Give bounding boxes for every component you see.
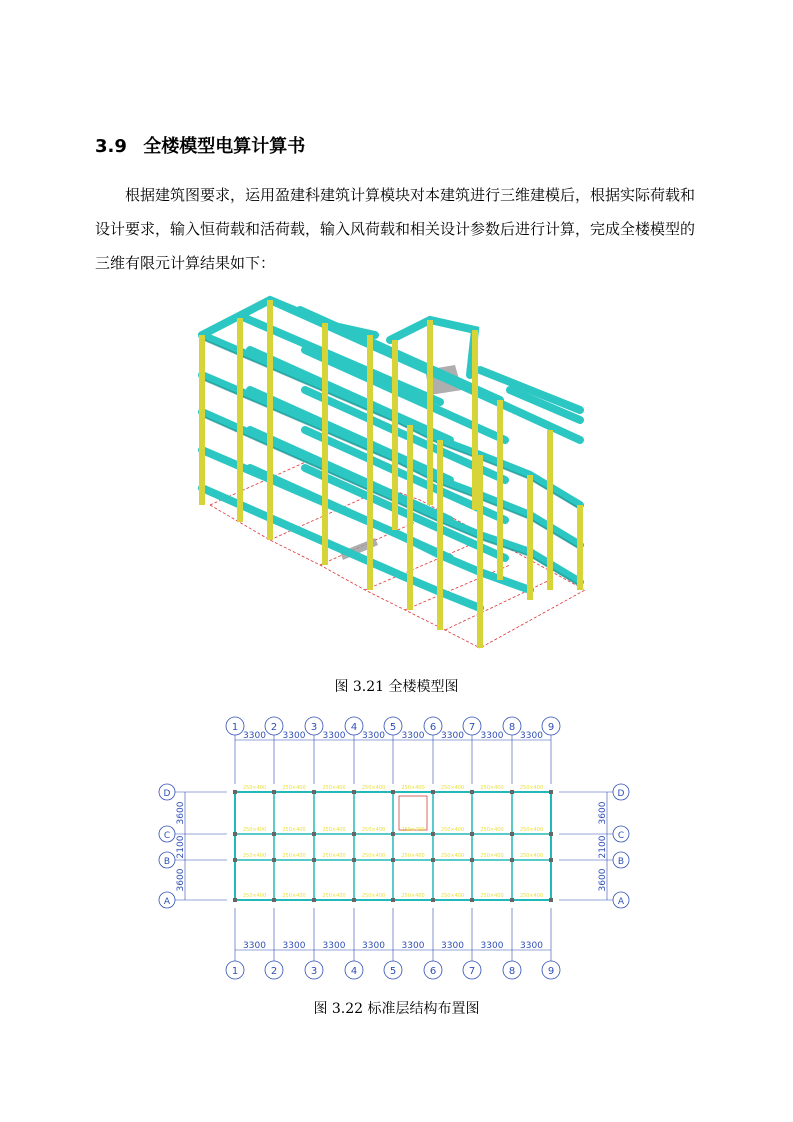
beam-size-label: 250×400 [401,827,425,833]
depth-dimension-label: 2100 [176,835,186,859]
column-marker [510,898,514,902]
beam-size-label: 250×400 [401,853,425,859]
axis-number-label: 1 [231,722,239,733]
section-heading [95,132,305,158]
bay-dimension-label: 3300 [480,731,504,741]
beam-size-label: 250×400 [242,785,267,791]
column-marker [272,858,276,862]
beam-size-label: 250×400 [519,853,544,859]
figure1-caption: 图 3.21 全楼模型图 [334,679,459,695]
axis-number-label: 7 [468,966,476,977]
column-marker [312,790,316,794]
axis-number-label: 3 [310,722,318,733]
beam-size-label: 250×400 [440,785,465,791]
column-marker [272,898,276,902]
beam-size-label: 250×400 [282,853,306,859]
staircase [399,796,427,830]
bay-dimension-label: 3300 [362,941,385,951]
axis-number-label: 3 [310,966,318,977]
beam-size-label: 250×400 [519,785,544,791]
column-marker [352,858,356,862]
bay-dimension-label: 3300 [282,731,306,741]
column-marker [510,790,514,794]
beam-size-label: 250×400 [242,827,267,833]
beam-size-label: 250×400 [282,827,306,833]
beam-size-label: 250×400 [282,785,306,791]
beams [202,300,580,608]
depth-dimension-label: 3600 [176,868,186,892]
beam-size-label: 250×400 [480,827,504,833]
beam-size-label: 250×400 [361,893,386,899]
depth-dimension-label: 3600 [176,801,186,825]
column-marker [431,832,435,836]
axis-number-label: 6 [429,966,437,977]
depth-dimension-label: 2100 [598,835,608,859]
beam-size-label: 250×400 [361,827,386,833]
depth-dimension-label: 3600 [598,801,608,825]
beam-size-label: 250×400 [480,893,504,899]
beam-size-label: 250×400 [282,893,306,899]
column-marker [233,898,237,902]
column-marker [312,898,316,902]
axis-number-label: 9 [547,966,555,977]
column-marker [352,790,356,794]
bay-dimension-label: 3300 [401,941,425,951]
beam-size-label: 250×400 [480,785,504,791]
frame-model-3d [190,290,600,660]
axis-letter-label: B [163,857,171,867]
beam-size-label: 250×400 [401,893,425,899]
column-marker [549,790,553,794]
axis-letter-label: B [617,857,625,867]
axis-number-label: 2 [270,966,278,977]
beam-size-label: 250×400 [322,827,346,833]
column-marker [391,898,395,902]
beam-size-label: 250×400 [361,785,386,791]
axis-number-label: 7 [468,722,476,733]
section-number: 3.9 [95,136,127,157]
column-marker [549,858,553,862]
beam-size-label: 250×400 [242,893,267,899]
beam-size-label: 250×400 [322,853,346,859]
plan-labels [159,717,629,979]
column-marker [470,898,474,902]
beam-size-label: 250×400 [401,785,425,791]
column-marker [352,898,356,902]
column-marker [431,898,435,902]
bay-dimension-label: 3300 [480,941,504,951]
beam-size-label: 250×400 [480,853,504,859]
beam-size-label: 250×400 [440,893,465,899]
depth-dimension-label: 3600 [598,868,608,892]
body-paragraph: 根据建筑图要求，运用盈建科建筑计算模块对本建筑进行三维建模后，根据实际荷载和设计要求，输入恒荷载和活荷载，输入风荷载和相关设计参数后进行计算，完成全楼模型的三维有限元计算结果如下： [95,186,696,272]
column-marker [233,832,237,836]
column-marker [549,832,553,836]
column-marker [431,858,435,862]
bay-dimension-label: 3300 [362,731,385,741]
axis-letter-label: A [163,897,171,907]
beam-size-label: 250×400 [440,827,465,833]
floor-plan [155,712,635,984]
axis-number-label: 6 [429,722,437,733]
axis-number-label: 4 [350,966,358,977]
bay-dimension-label: 3300 [282,941,306,951]
plan-frame [175,732,615,962]
column-marker [272,790,276,794]
bay-dimension-label: 3300 [322,941,346,951]
bay-dimension-label: 3300 [243,941,266,951]
bay-dimension-label: 3300 [441,941,464,951]
column-marker [510,832,514,836]
column-marker [233,790,237,794]
axis-number-label: 5 [389,722,397,733]
axis-number-label: 4 [350,722,358,733]
column-marker [470,790,474,794]
bay-dimension-label: 3300 [243,731,266,741]
column-marker [272,832,276,836]
axis-number-label: 8 [508,722,516,733]
section-title: 全楼模型电算计算书 [143,136,306,157]
column-marker [352,832,356,836]
axis-number-label: 8 [508,966,516,977]
column-marker [549,898,553,902]
figure2-caption: 图 3.22 标准层结构布置图 [313,1001,480,1017]
axis-number-label: 1 [231,966,239,977]
column-marker [510,858,514,862]
axis-number-label: 9 [547,722,555,733]
column-marker [312,858,316,862]
column-marker [431,790,435,794]
bay-dimension-label: 3300 [520,731,543,741]
column-marker [391,832,395,836]
column-marker [391,858,395,862]
column-marker [391,790,395,794]
beam-size-label: 250×400 [361,853,386,859]
bay-dimension-label: 3300 [441,731,464,741]
axis-letter-label: A [617,897,625,907]
axis-letter-label: C [617,831,625,841]
axis-letter-label: D [617,789,625,799]
beam-size-label: 250×400 [519,893,544,899]
axis-number-label: 2 [270,722,278,733]
beam-size-label: 250×400 [242,853,267,859]
bay-dimension-label: 3300 [322,731,346,741]
axis-letter-label: C [163,831,171,841]
bay-dimension-label: 3300 [401,731,425,741]
beam-size-label: 250×400 [519,827,544,833]
beam-size-label: 250×400 [322,893,346,899]
bay-dimension-label: 3300 [520,941,543,951]
beam-size-label: 250×400 [440,853,465,859]
column-marker [233,858,237,862]
column-marker [470,858,474,862]
axis-letter-label: D [163,789,171,799]
axis-number-label: 5 [389,966,397,977]
column-marker [470,832,474,836]
column-marker [312,832,316,836]
beam-size-label: 250×400 [322,785,346,791]
